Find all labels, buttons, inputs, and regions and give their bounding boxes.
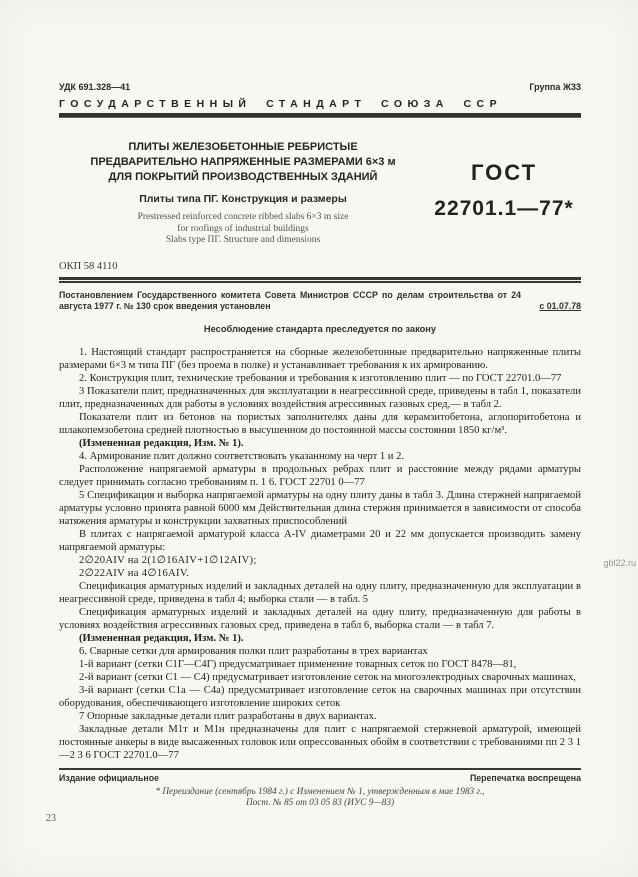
paragraph: 1. Настоящий стандарт распространяется на сборные железобетонные предварительно напряженные плиты размерами 6×3 м типа ПГ (без проема в полке) и устанавливает требования к их армированию. (59, 346, 581, 371)
footnote-line-2: Пост. № 85 от 03 05 83 (ИУС 9—83) (245, 798, 395, 808)
paragraph-amended-note: (Измененная редакция, Изм. № 1). (79, 632, 244, 644)
english-title-line-3: Slabs type ПГ. Structure and dimensions (165, 235, 321, 245)
rebar-substitution-formula: 2∅20АIV на 2(1∅16АIV+1∅12АIV); (79, 554, 257, 566)
paragraph: 6. Сварные сетки для армирования полки плит разработаны в трех вариантах (79, 645, 428, 657)
paragraph: Закладные детали М1т и М1н предназначены для плит с напрягаемой стержневой арматурой, имеющей постоянные анкеры в виде высаженных головок или опрессованных обойм в соответствии с требованиями пп 2 3 1—2 3 6 ГОСТ 22701.0—77 (59, 723, 581, 761)
classification-row (59, 82, 581, 92)
document-subtitle: Плиты типа ПГ. Конструкция и размеры (139, 193, 347, 205)
title-line-1: ПЛИТЫ ЖЕЛЕЗОБЕТОННЫЕ РЕБРИСТЫЕ (128, 141, 358, 153)
title-line-2: ПРЕДВАРИТЕЛЬНО НАПРЯЖЕННЫЕ РАЗМЕРАМИ 6×3 м (90, 156, 396, 168)
reissue-footnote (59, 787, 581, 810)
paragraph: 2. Конструкция плит, технические требования и требования к изготовлению плит — по ГОСТ 22701.0—77 (79, 372, 562, 384)
gost-designation (427, 140, 581, 247)
paragraph: 4. Армирование плит должно соответствовать указанному на черт 1 и 2. (79, 450, 405, 462)
paragraph: Показатели плит из бетонов на пористых заполнителях даны для керамзитобетона, аглопоритобетона и шлакопемзобетона средней плотностью в высушенном до постоянной массы состоянии 1850 кг/м³. (59, 411, 581, 436)
title-zone (59, 140, 581, 247)
paragraph: 1-й вариант (сетки С1Г—С4Г) предусматривает применение товарных сеток по ГОСТ 8478—81, (79, 658, 517, 670)
decree-block (59, 290, 581, 312)
paragraph-amended-note: (Измененная редакция, Изм. № 1). (79, 437, 244, 449)
gost-number: 22701.1—77* (434, 197, 574, 220)
effective-date: с 01.07.78 (539, 300, 581, 311)
section-divider (59, 277, 581, 283)
law-notice: Несоблюдение стандарта преследуется по закону (203, 323, 437, 334)
decree-text: Постановлением Государственного комитета Совета Министров СССР по делам строительства от 24 августа 1977 г. № 130 срок введения установлен (59, 289, 521, 311)
footer-row (59, 773, 581, 783)
official-edition-label: Издание официальное (59, 772, 159, 783)
footer-rule (59, 768, 581, 770)
reprint-prohibited-label: Перепечатка воспрещена (469, 772, 581, 783)
paragraph: Спецификация арматурных изделий и закладных деталей на одну плиту, предназначенную для работы в условиях воздействия агрессивных газовых сред, приведена в табл 6, выборка стали — в табл 7. (59, 606, 581, 631)
paragraph: Спецификация арматурных изделий и закладных деталей на одну плиту, предназначенную для эксплуатации в неагрессивной среде, приведена в табл 4; выборка стали — в табл. 5 (59, 580, 581, 605)
watermark: gbl22.ru (603, 558, 636, 568)
group-code: Группа Ж33 (529, 82, 581, 92)
paragraph: В плитах с напрягаемой арматурой класса А-IV диаметрами 20 и 22 мм допускается производить замену напрягаемой арматуры: (59, 528, 581, 553)
title-left-column (59, 140, 427, 247)
paragraph: Расположение напрягаемой арматуры в продольных ребрах плит и расстояние между рядами арматуры следует принимать согласно требованиям п. 1 6. ГОСТ 22701 0—77 (59, 463, 581, 488)
english-title-line-2: for roofings of industrial buildings (177, 223, 309, 234)
state-standard-banner: ГОСУДАРСТВЕННЫЙ СТАНДАРТ СОЮЗА ССР (59, 98, 503, 110)
udk-code: УДК 691.328—41 (59, 82, 131, 92)
english-title (59, 212, 427, 247)
okp-code: ОКП 58 4110 (59, 260, 118, 272)
paragraph: 5 Спецификация и выборка напрягаемой арматуры на одну плиту даны в табл 3. Длина стержней напрягаемой арматуры условно принята равной 6000 мм Действительная длина стержня принимается в зависимости от способа натяжения арматуры и конструкции захватных приспособлений (59, 489, 581, 527)
footnote-line-1: * Переиздание (сентябрь 1984 г.) с Изменением № 1, утвержденным в мае 1983 г., (155, 786, 485, 797)
paragraph: 2-й вариант (сетки С1 — С4) предусматривает изготовление сеток на многоэлектродных сварочных машинах, (79, 671, 576, 683)
document-body (59, 346, 581, 762)
banner-rule (59, 113, 581, 118)
paragraph: 3 Показатели плит, предназначенных для эксплуатации в неагрессивной среде, приведены в табл 1, показатели плит, предназначенных для работы в условиях воздействия агрессивных газовых сред,— в табл 2. (59, 385, 581, 410)
rebar-substitution-formula: 2∅22АIV на 4∅16АIV. (79, 567, 190, 579)
paragraph: 7 Опорные закладные детали плит разработаны в двух вариантах. (79, 710, 377, 722)
page-content (59, 82, 581, 810)
document-title (59, 140, 427, 185)
gost-label: ГОСТ (470, 160, 538, 185)
paragraph: 3-й вариант (сетки С1а — С4а) предусматривает изготовление сеток на сварочных машинах при отсутствии оборудования, обеспечивающего изготовление широких сеток (59, 684, 581, 709)
english-title-line-1: Prestressed reinforced concrete ribbed slabs 6×3 m size (137, 212, 349, 222)
title-line-3: ДЛЯ ПОКРЫТИЙ ПРОИЗВОДСТВЕННЫХ ЗДАНИЙ (108, 171, 378, 183)
page-number: 23 (46, 813, 56, 824)
